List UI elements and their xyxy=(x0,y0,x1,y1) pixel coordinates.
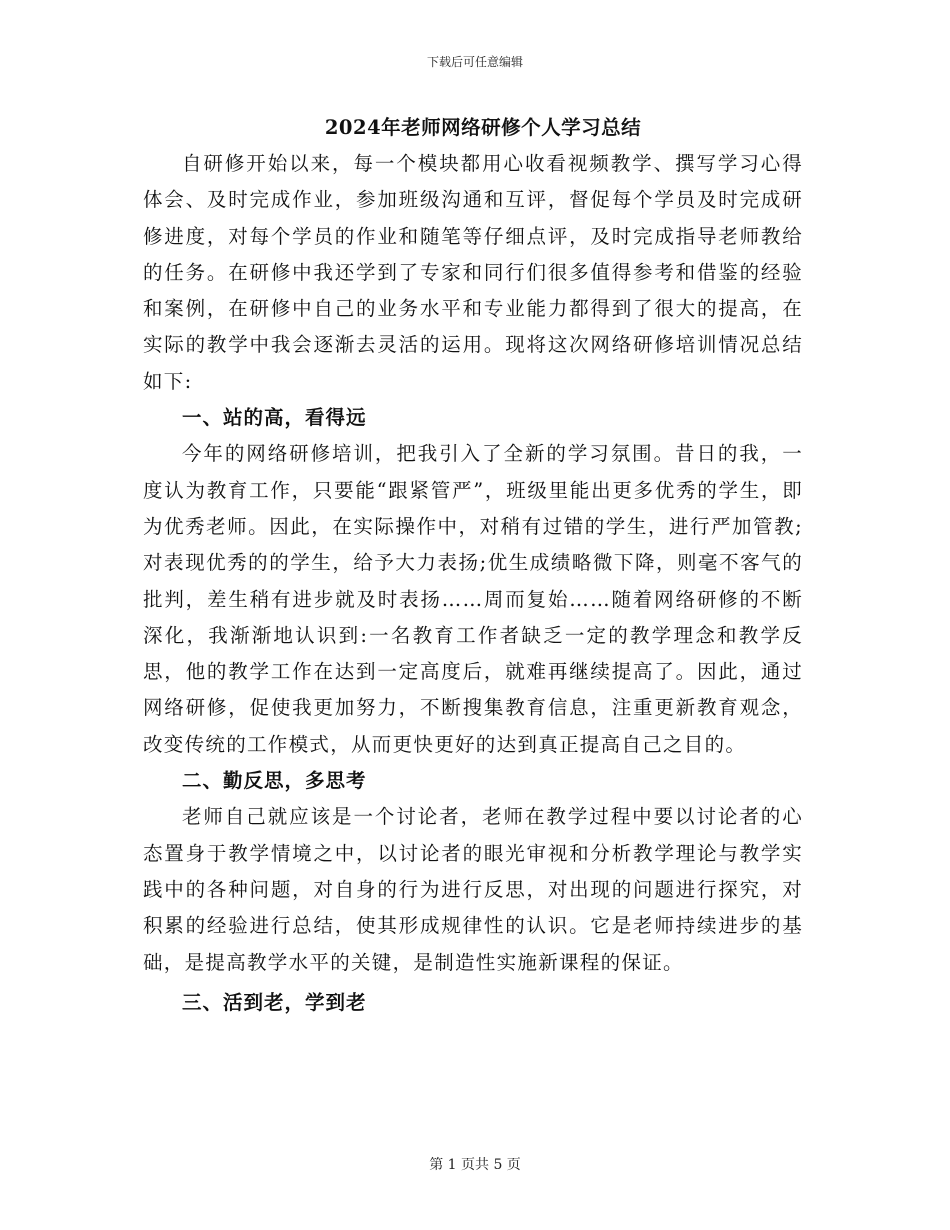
section-body-1: 今年的网络研修培训，把我引入了全新的学习氛围。昔日的我，一度认为教育工作，只要能“跟紧管严”，班级里能出更多优秀的学生，即为优秀老师。因此，在实际操作中，对稍有过错的学生，进行严加管教;对表现优秀的的学生，给予大力表扬;优生成绩略微下降，则毫不客气的批判，差生稍有进步就及时表扬……周而复始……随着网络研修的不断深化，我渐渐地认识到:一名教育工作者缺乏一定的教学理念和教学反思，他的教学工作在达到一定高度后，就难再继续提高了。因此，通过网络研修，促使我更加努力，不断搜集教育信息，注重更新教育观念，改变传统的工作模式，从而更快更好的达到真正提高自己之目的。 xyxy=(143,442,803,756)
section-body-2: 老师自己就应该是一个讨论者，老师在教学过程中要以讨论者的心态置身于教学情境之中，以讨论者的眼光审视和分析教学理论与教学实践中的各种问题，对自身的行为进行反思，对出现的问题进行探究，对积累的经验进行总结，使其形成规律性的认识。它是老师持续进步的基础，是提高教学水平的关键，是制造性实施新课程的保证。 xyxy=(143,805,803,974)
document-content xyxy=(143,112,803,1021)
intro-paragraph: 自研修开始以来，每一个模块都用心收看视频教学、撰写学习心得体会、及时完成作业，参加班级沟通和互评，督促每个学员及时完成研修进度，对每个学员的作业和随笔等仔细点评，及时完成指导老师教给的任务。在研修中我还学到了专家和同行们很多值得参考和借鉴的经验和案例，在研修中自己的业务水平和专业能力都得到了很大的提高，在实际的教学中我会逐渐去灵活的运用。现将这次网络研修培训情况总结如下: xyxy=(143,152,803,393)
header-note: 下载后可任意编辑 xyxy=(426,55,523,69)
page-number: 第 1 页共 5 页 xyxy=(429,1157,521,1173)
document-title: 2024年老师网络研修个人学习总结 xyxy=(324,116,642,139)
section-heading-2: 二、勤反思，多思考 xyxy=(182,769,367,793)
section-heading-1: 一、站的高，看得远 xyxy=(182,406,367,430)
section-heading-3: 三、活到老，学到老 xyxy=(182,990,367,1014)
